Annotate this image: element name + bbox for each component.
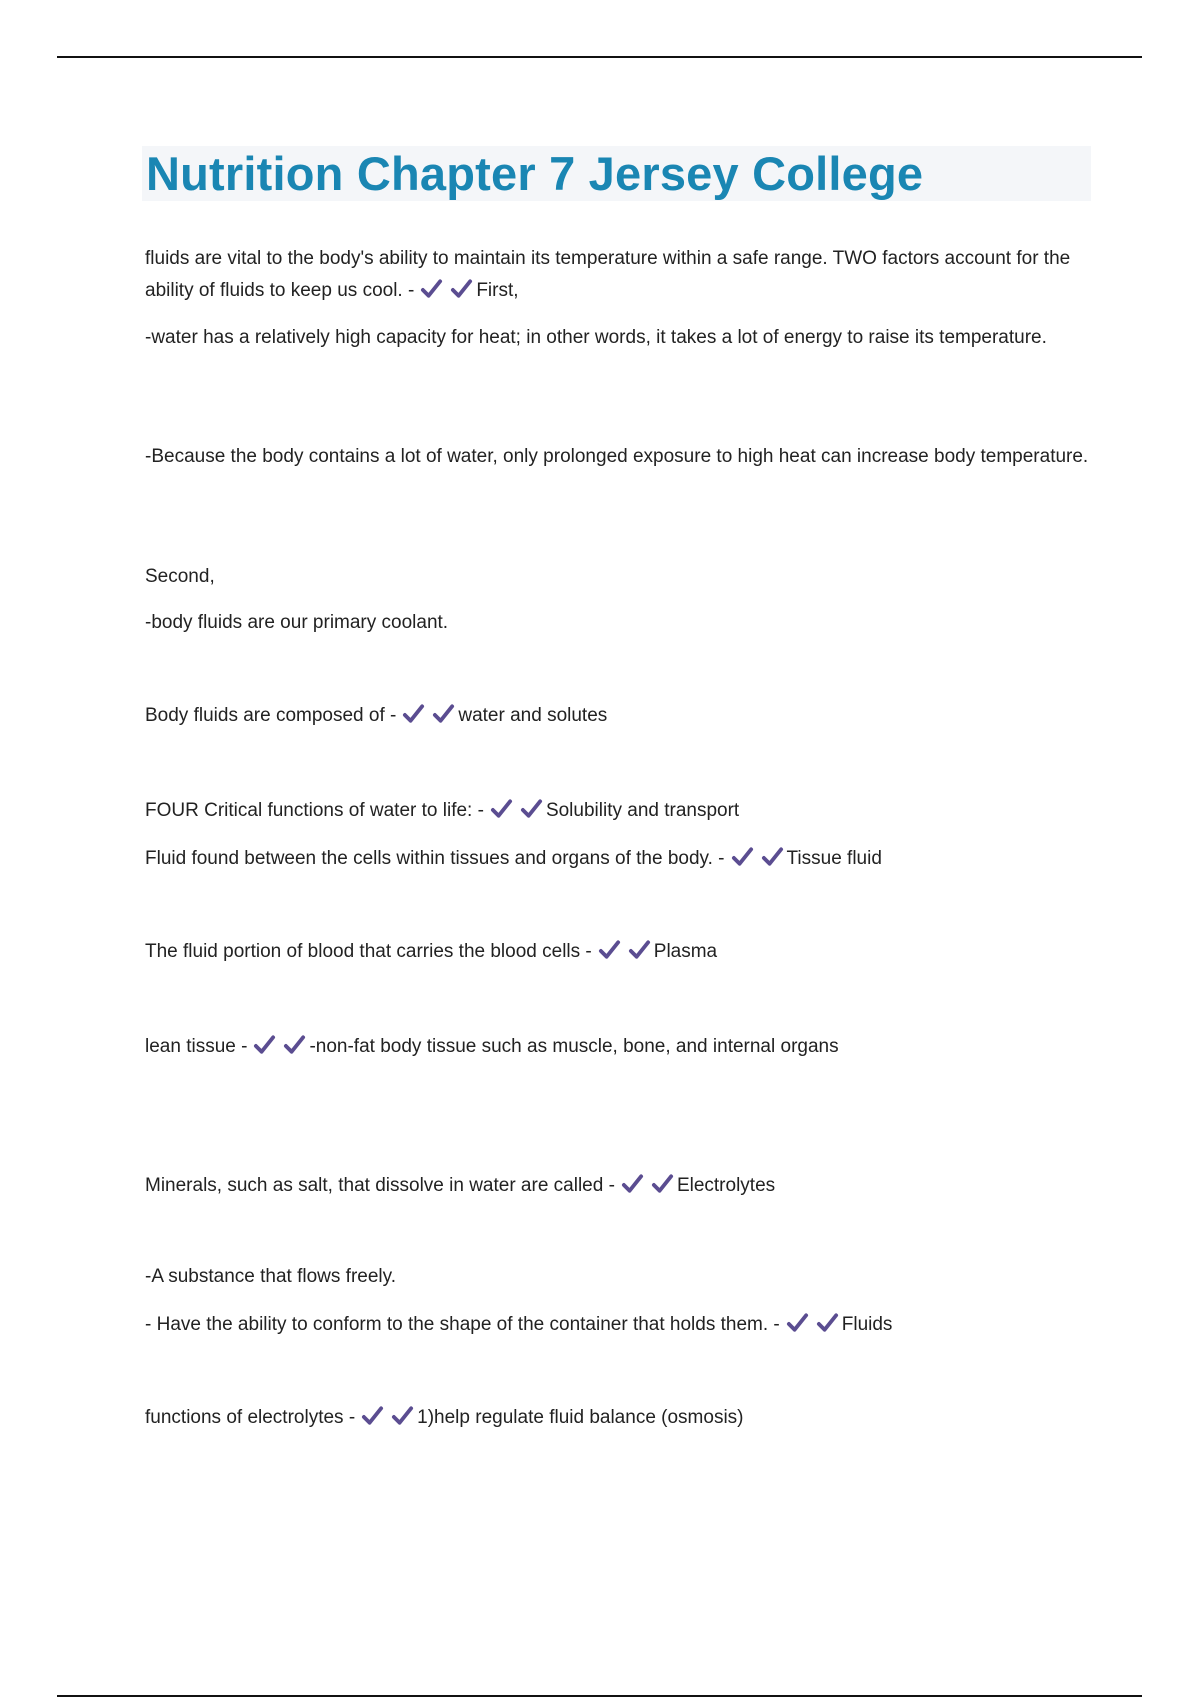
question-text: The fluid portion of blood that carries the blood cells - (145, 941, 592, 962)
paragraph (145, 936, 1095, 968)
answer-text: -non-fat body tissue such as muscle, bone, and internal organs (309, 1036, 839, 1057)
paragraph (145, 243, 1095, 307)
top-rule (57, 56, 1142, 58)
check-icon (731, 846, 754, 868)
check-icon (391, 1405, 414, 1427)
document-title: Nutrition Chapter 7 Jersey College (146, 147, 924, 200)
paragraph-text: -body fluids are our primary coolant. (145, 612, 449, 633)
answer-text: Fluids (841, 1314, 893, 1335)
question-text: Body fluids are composed of - (145, 705, 397, 726)
paragraph (145, 561, 1095, 593)
paragraph (145, 795, 1095, 827)
question-text: fluids are vital to the body's ability to maintain its temperature within a safe range. TWO factors account for the ability of fluids to keep us cool. - (145, 248, 1071, 301)
paragraph (145, 1170, 1095, 1202)
check-icon (651, 1173, 674, 1195)
paragraph (145, 607, 1095, 639)
paragraph-text: -Because the body contains a lot of water, only prolonged exposure to high heat can increase body temperature. (145, 446, 1089, 467)
question-text: - Have the ability to conform to the shape of the container that holds them. - (145, 1314, 780, 1335)
paragraph (145, 1031, 1095, 1063)
answer-text: First, (476, 280, 519, 301)
check-icon (432, 703, 455, 725)
question-text: lean tissue - (145, 1036, 248, 1057)
paragraph (145, 1402, 1095, 1434)
paragraph (145, 1309, 1095, 1341)
check-icon (490, 798, 513, 820)
check-icon (628, 939, 651, 961)
paragraph (145, 700, 1095, 732)
check-icon (402, 703, 425, 725)
check-icon (598, 939, 621, 961)
paragraph-text: Second, (145, 566, 215, 587)
check-icon (361, 1405, 384, 1427)
check-icon (520, 798, 543, 820)
check-icon (816, 1312, 839, 1334)
paragraph (145, 441, 1095, 473)
check-icon (786, 1312, 809, 1334)
check-icon (420, 278, 443, 300)
question-text: functions of electrolytes - (145, 1407, 356, 1428)
check-icon (761, 846, 784, 868)
answer-text: water and solutes (458, 705, 608, 726)
check-icon (283, 1034, 306, 1056)
paragraph (145, 322, 1095, 354)
answer-text: Electrolytes (676, 1175, 776, 1196)
paragraph (145, 843, 1095, 875)
paragraph-text: -water has a relatively high capacity for heat; in other words, it takes a lot of energy to raise its temperature. (145, 327, 1047, 348)
paragraph (145, 1261, 1095, 1293)
bottom-rule (57, 1695, 1142, 1697)
answer-text: Plasma (653, 941, 718, 962)
answer-text: Solubility and transport (545, 800, 740, 821)
paragraph-text: -A substance that flows freely. (145, 1266, 396, 1287)
answer-text: 1)help regulate fluid balance (osmosis) (417, 1407, 744, 1428)
check-icon (450, 278, 473, 300)
question-text: FOUR Critical functions of water to life: - (145, 800, 484, 821)
check-icon (621, 1173, 644, 1195)
answer-text: Tissue fluid (786, 848, 882, 869)
question-text: Fluid found between the cells within tissues and organs of the body. - (145, 848, 725, 869)
check-icon (253, 1034, 276, 1056)
question-text: Minerals, such as salt, that dissolve in water are called - (145, 1175, 615, 1196)
